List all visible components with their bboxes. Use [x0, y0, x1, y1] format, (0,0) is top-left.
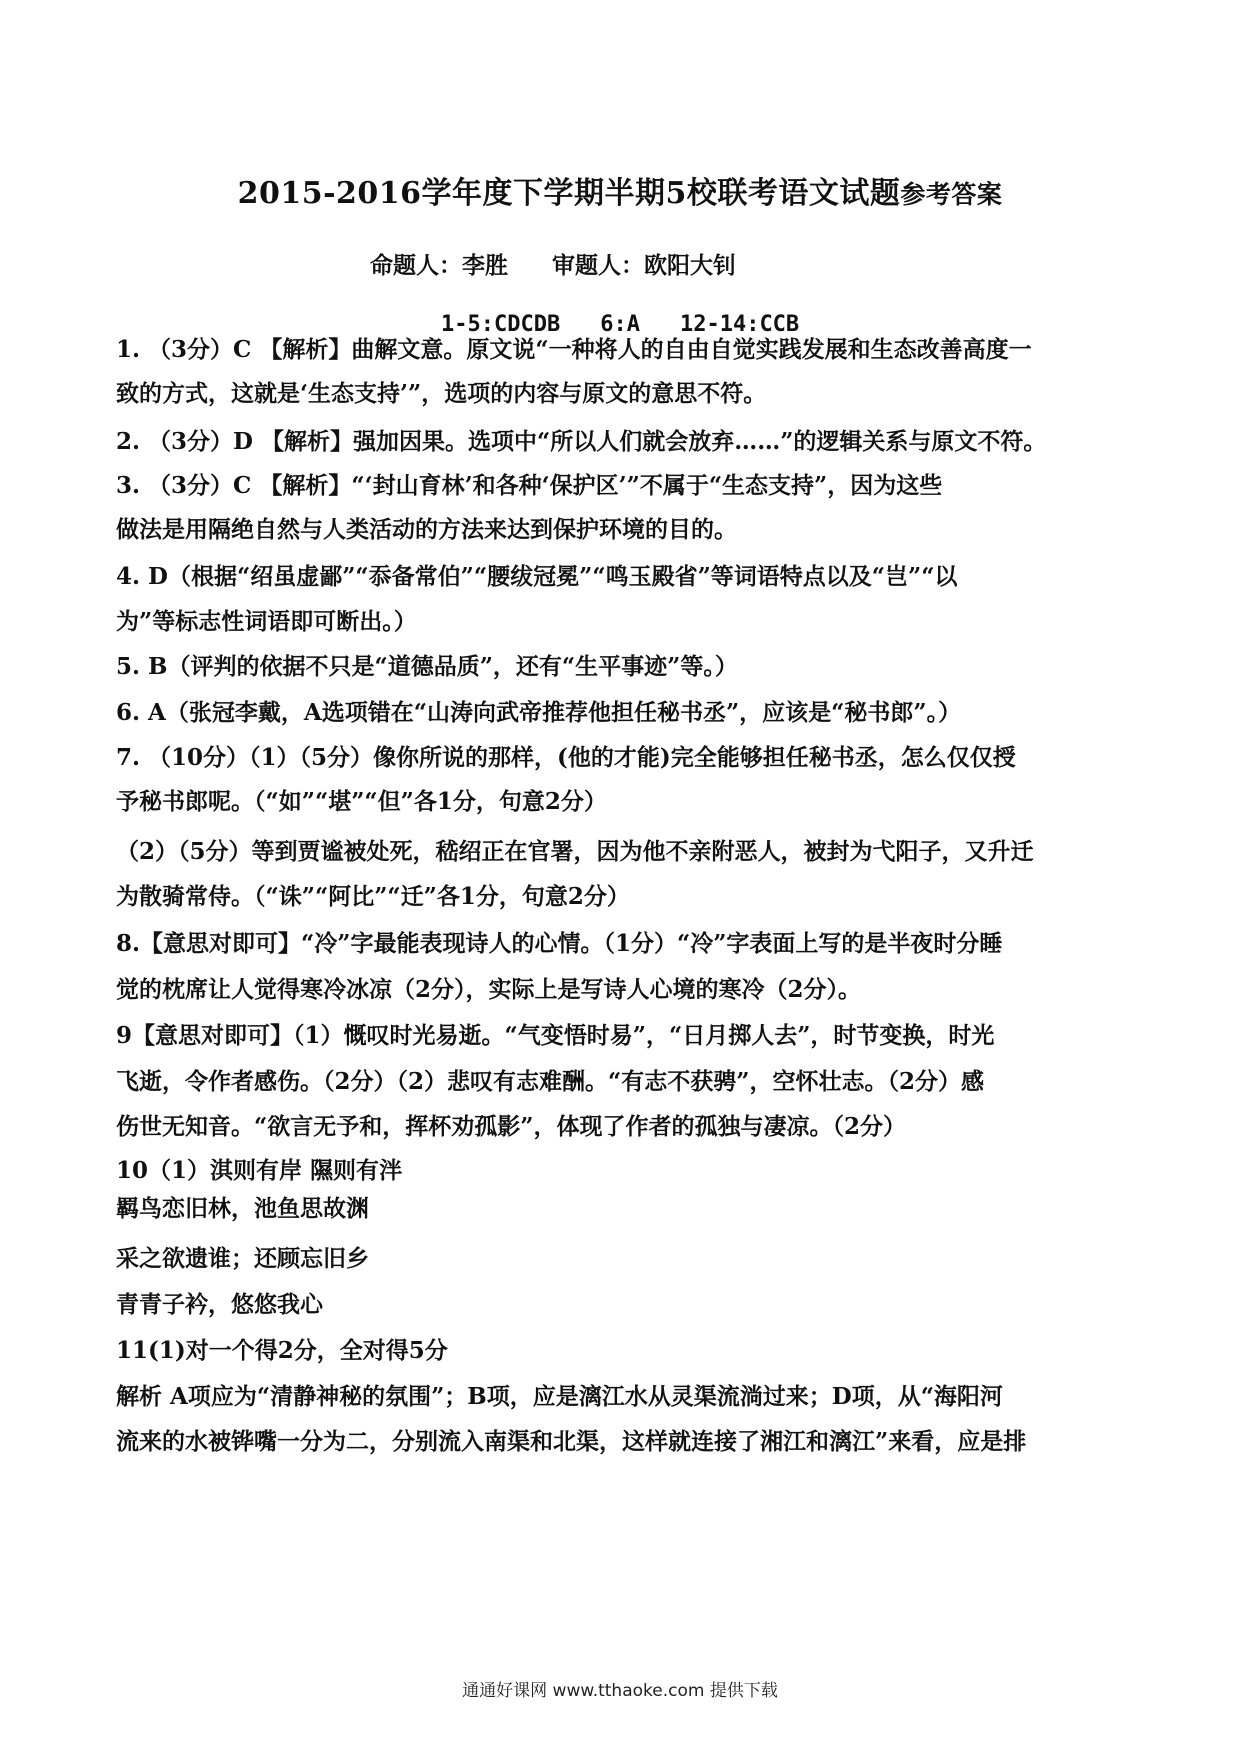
- answer-line: 9【意思对即可】（1）慨叹时光易逝。“气变悟时易”，“日月掷人去”，时节变换，时光: [116, 1022, 995, 1049]
- answer-line: （2）（5分）等到贾谧被处死，嵇绍正在官署，因为他不亲附恶人，被封为弋阳子，又升迁: [116, 838, 1034, 865]
- answer-line: 8.【意思对即可】“冷”字最能表现诗人的心情。（1分）“冷”字表面上写的是半夜时分睡: [116, 930, 1003, 957]
- page-footer: 通通好课网 www.tthaoke.com 提供下载: [462, 1681, 778, 1701]
- answer-line: 采之欲遗谁；还顾忘旧乡: [116, 1245, 369, 1272]
- title-main: 2015-2016学年度下学期半期5校联考语文试题: [237, 176, 901, 211]
- answer-line: 7. （10分）（1）（5分）像你所说的那样，(他的才能)完全能够担任秘书丞，怎么仅仅授: [116, 744, 1016, 771]
- answer-line: 10（1）淇则有岸 隰则有泮: [116, 1157, 403, 1184]
- answer-line: 青青子衿，悠悠我心: [116, 1291, 323, 1318]
- answer-line: 伤世无知音。“欲言无予和，挥杯劝孤影”，体现了作者的孤独与凄凉。（2分）: [116, 1113, 906, 1140]
- answer-line: 1. （3分）C 【解析】曲解文意。原文说“一种将人的自由自觉实践发展和生态改善高度一: [116, 336, 1032, 363]
- answer-line: 飞逝，令作者感伤。（2分）（2）悲叹有志难酬。“有志不获骋”，空怀壮志。（2分）感: [116, 1068, 984, 1095]
- answer-line: 为散骑常侍。（“诛”“阿比”“迁”各1分，句意2分）: [116, 883, 630, 910]
- document-title: [0, 168, 1240, 212]
- title-tail: 参考答案: [900, 180, 1003, 209]
- answer-key-group: 12-14:CCB: [679, 312, 800, 337]
- answer-key-group: 1-5:CDCDB: [441, 312, 561, 337]
- answer-line: 为”等标志性词语即可断出。）: [116, 608, 417, 635]
- reviewer-label: 审题人：欧阳大钊: [552, 252, 736, 279]
- answer-line: 2. （3分）D 【解析】强加因果。选项中“所以人们就会放弃……”的逻辑关系与原文不符。: [116, 428, 1047, 455]
- answer-line: 羁鸟恋旧林，池鱼思故渊: [116, 1195, 369, 1222]
- answer-line: 解析 A项应为“清静神秘的氛围”；B项，应是漓江水从灵渠流淌过来；D项，从“海阳河: [116, 1383, 1003, 1410]
- answer-line: 11(1)对一个得2分，全对得5分: [116, 1337, 448, 1364]
- answer-key-group: 6:A: [600, 312, 640, 337]
- answer-line: 流来的水被铧嘴一分为二，分别流入南渠和北渠，这样就连接了湘江和漓江”来看，应是排: [116, 1428, 1027, 1455]
- answer-line: 5. B（评判的依据不只是“道德品质”，还有“生平事迹”等。）: [116, 653, 738, 680]
- answer-line: 做法是用隔绝自然与人类活动的方法来达到保护环境的目的。: [116, 516, 737, 543]
- author-label: 命题人：李胜: [370, 252, 508, 279]
- answer-line: 6. A（张冠李戴，A选项错在“山涛向武帝推荐他担任秘书丞”，应该是“秘书郎”。）: [116, 699, 962, 726]
- answer-line: 3. （3分）C 【解析】“‘封山育林’和各种‘保护区’”不属于“生态支持”，因为这些: [116, 472, 943, 499]
- authors-line: [370, 247, 736, 280]
- answer-key-line: [441, 312, 799, 337]
- answer-line: 予秘书郎呢。（“如”“堪”“但”各1分，句意2分）: [116, 788, 607, 815]
- answer-line: 致的方式，这就是‘生态支持’”，选项的内容与原文的意思不符。: [116, 380, 767, 407]
- answer-line: 觉的枕席让人觉得寒冷冰凉（2分），实际上是写诗人心境的寒冷（2分）。: [116, 976, 862, 1003]
- answer-line: 4. D（根据“绍虽虚鄙”“忝备常伯”“腰绂冠冕”“鸣玉殿省”等词语特点以及“岂”“以: [116, 563, 958, 590]
